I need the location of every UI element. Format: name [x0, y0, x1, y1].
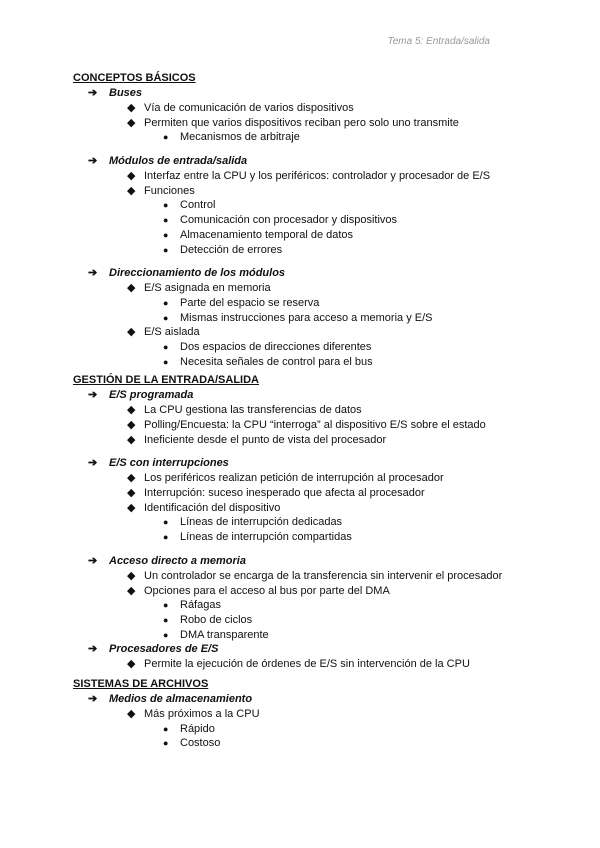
sub-list-item: [73, 355, 573, 370]
sub-list-item-text: Mismas instrucciones para acceso a memoria y E/S: [180, 311, 433, 324]
list-item: [73, 433, 573, 448]
sub-list-item: [73, 243, 573, 258]
topic-heading: [73, 86, 573, 101]
diamond-bullet-icon: ◆: [127, 472, 136, 485]
sub-list-item-text: Control: [180, 199, 216, 212]
sub-list-item-text: Dos espacios de direcciones diferentes: [180, 340, 372, 353]
arrow-bullet-icon: ➔: [88, 457, 98, 470]
sub-list-item-text: Costoso: [180, 737, 221, 750]
diamond-bullet-icon: ◆: [127, 184, 136, 197]
diamond-bullet-icon: ◆: [127, 419, 136, 431]
topic-label: Módulos de entrada/salida: [109, 155, 248, 168]
diamond-bullet-icon: ◆: [127, 433, 136, 446]
arrow-bullet-icon: ➔: [88, 87, 98, 99]
arrow-bullet-icon: ➔: [88, 643, 98, 656]
diamond-bullet-icon: ◆: [127, 404, 136, 417]
sub-list-item: [73, 130, 573, 145]
section-title: SISTEMAS DE ARCHIVOS: [73, 677, 209, 690]
topic-heading: [73, 266, 573, 281]
list-item: [73, 486, 573, 501]
section-title: CONCEPTOS BÁSICOS: [73, 72, 196, 84]
topic-label: Procesadores de E/S: [109, 643, 219, 656]
list-item: [73, 707, 573, 722]
arrow-bullet-icon: ➔: [88, 389, 98, 402]
sub-list-item-text: DMA transparente: [180, 628, 269, 641]
sub-list-item-text: Comunicación con procesador y dispositivos: [180, 214, 398, 227]
sub-list-item: [73, 228, 573, 243]
spacer: [73, 257, 573, 266]
arrow-bullet-icon: ➔: [88, 267, 98, 280]
list-item: [73, 325, 573, 340]
spacer: [73, 545, 573, 554]
dot-bullet-icon: ●: [163, 297, 169, 308]
topic-heading: [73, 692, 573, 707]
topic-label: Medios de almacenamiento: [109, 692, 253, 705]
list-item: [73, 657, 573, 672]
topic-heading: [73, 388, 573, 403]
topic-label: E/S programada: [109, 389, 194, 402]
list-item-text: Polling/Encuesta: la CPU “interroga” al dispositivo E/S sobre el estado: [144, 419, 486, 431]
list-item-text: E/S aislada: [144, 326, 200, 339]
list-item-text: Ineficiente desde el punto de vista del procesador: [144, 433, 387, 446]
list-item: [73, 403, 573, 418]
dot-bullet-icon: ●: [163, 723, 169, 734]
list-item-text: Opciones para el acceso al bus por parte del DMA: [144, 584, 390, 597]
list-item: [73, 184, 573, 199]
topic-label: Direccionamiento de los módulos: [109, 267, 286, 280]
document-body: [73, 71, 573, 751]
arrow-bullet-icon: ➔: [88, 554, 98, 567]
dot-bullet-icon: ●: [163, 229, 169, 240]
diamond-bullet-icon: ◆: [127, 707, 136, 720]
dot-bullet-icon: ●: [163, 215, 169, 226]
sub-list-item-text: Mecanismos de arbitraje: [180, 131, 300, 144]
list-item: [73, 418, 573, 433]
list-item-text: Identificación del dispositivo: [144, 501, 281, 514]
diamond-bullet-icon: ◆: [127, 326, 136, 339]
sub-list-item: [73, 530, 573, 545]
sub-list-item: [73, 722, 573, 737]
sub-list-item-text: Robo de ciclos: [180, 613, 253, 626]
sub-list-item-text: Líneas de interrupción dedicadas: [180, 516, 343, 529]
spacer: [73, 145, 573, 154]
dot-bullet-icon: ●: [163, 517, 169, 528]
sub-list-item-text: Almacenamiento temporal de datos: [180, 228, 354, 241]
list-item: [73, 169, 573, 184]
diamond-bullet-icon: ◆: [127, 282, 136, 295]
diamond-bullet-icon: ◆: [127, 487, 136, 500]
sub-list-item: [73, 311, 573, 326]
list-item: [73, 116, 573, 131]
sub-list-item: [73, 736, 573, 751]
diamond-bullet-icon: ◆: [127, 569, 136, 582]
list-item-text: Más próximos a la CPU: [144, 707, 260, 720]
sub-list-item: [73, 613, 573, 628]
section-title: GESTIÓN DE LA ENTRADA/SALIDA: [73, 374, 259, 387]
list-item: [73, 281, 573, 296]
dot-bullet-icon: ●: [163, 614, 169, 625]
sub-list-item: [73, 340, 573, 355]
sub-list-item-text: Ráfagas: [180, 599, 221, 612]
spacer: [73, 447, 573, 456]
list-item-text: Un controlador se encarga de la transferencia sin intervenir el procesador: [144, 569, 503, 582]
dot-bullet-icon: ●: [163, 532, 169, 543]
list-item-text: La CPU gestiona las transferencias de datos: [144, 404, 362, 417]
sub-list-item-text: Parte del espacio se reserva: [180, 296, 320, 309]
diamond-bullet-icon: ◆: [127, 501, 136, 514]
sub-list-item-text: Rápido: [180, 722, 215, 735]
list-item: [73, 501, 573, 516]
arrow-bullet-icon: ➔: [88, 155, 98, 168]
sub-list-item: [73, 598, 573, 613]
diamond-bullet-icon: ◆: [127, 584, 136, 597]
diamond-bullet-icon: ◆: [127, 658, 136, 671]
list-item-text: Permiten que varios dispositivos reciban pero solo uno transmite: [144, 116, 459, 129]
topic-label: Buses: [109, 87, 143, 99]
sub-list-item: [73, 515, 573, 530]
topic-label: Acceso directo a memoria: [109, 554, 246, 567]
page-header: Tema 5: Entrada/salida: [387, 36, 490, 47]
list-item-text: E/S asignada en memoria: [144, 282, 271, 295]
sub-list-item: [73, 296, 573, 311]
list-item: [73, 569, 573, 584]
topic-heading: [73, 642, 573, 657]
topic-heading: [73, 456, 573, 471]
list-item: [73, 584, 573, 599]
list-item-text: Funciones: [144, 184, 195, 197]
dot-bullet-icon: ●: [163, 312, 169, 323]
sub-list-item: [73, 198, 573, 213]
dot-bullet-icon: ●: [163, 738, 169, 749]
sub-list-item-text: Necesita señales de control para el bus: [180, 355, 373, 368]
dot-bullet-icon: ●: [163, 600, 169, 611]
sub-list-item-text: Líneas de interrupción compartidas: [180, 531, 352, 544]
dot-bullet-icon: ●: [163, 244, 169, 255]
list-item-text: Interrupción: suceso inesperado que afecta al procesador: [144, 487, 425, 500]
list-item: [73, 101, 573, 116]
list-item-text: Permite la ejecución de órdenes de E/S sin intervención de la CPU: [144, 658, 470, 671]
topic-label: E/S con interrupciones: [109, 457, 229, 470]
sub-list-item: [73, 213, 573, 228]
diamond-bullet-icon: ◆: [127, 116, 136, 129]
diamond-bullet-icon: ◆: [127, 170, 136, 183]
diamond-bullet-icon: ◆: [127, 102, 136, 114]
topic-heading: [73, 154, 573, 169]
list-item: [73, 471, 573, 486]
list-item-text: Los periféricos realizan petición de interrupción al procesador: [144, 472, 444, 485]
dot-bullet-icon: ●: [163, 132, 169, 143]
dot-bullet-icon: ●: [163, 341, 169, 352]
list-item-text: Vía de comunicación de varios dispositivos: [144, 102, 354, 114]
sub-list-item: [73, 628, 573, 643]
sub-list-item-text: Detección de errores: [180, 243, 283, 256]
list-item-text: Interfaz entre la CPU y los periféricos: controlador y procesador de E/S: [144, 170, 491, 183]
dot-bullet-icon: ●: [163, 356, 169, 367]
arrow-bullet-icon: ➔: [88, 692, 98, 705]
topic-heading: [73, 554, 573, 569]
dot-bullet-icon: ●: [163, 200, 169, 211]
dot-bullet-icon: ●: [163, 629, 169, 640]
